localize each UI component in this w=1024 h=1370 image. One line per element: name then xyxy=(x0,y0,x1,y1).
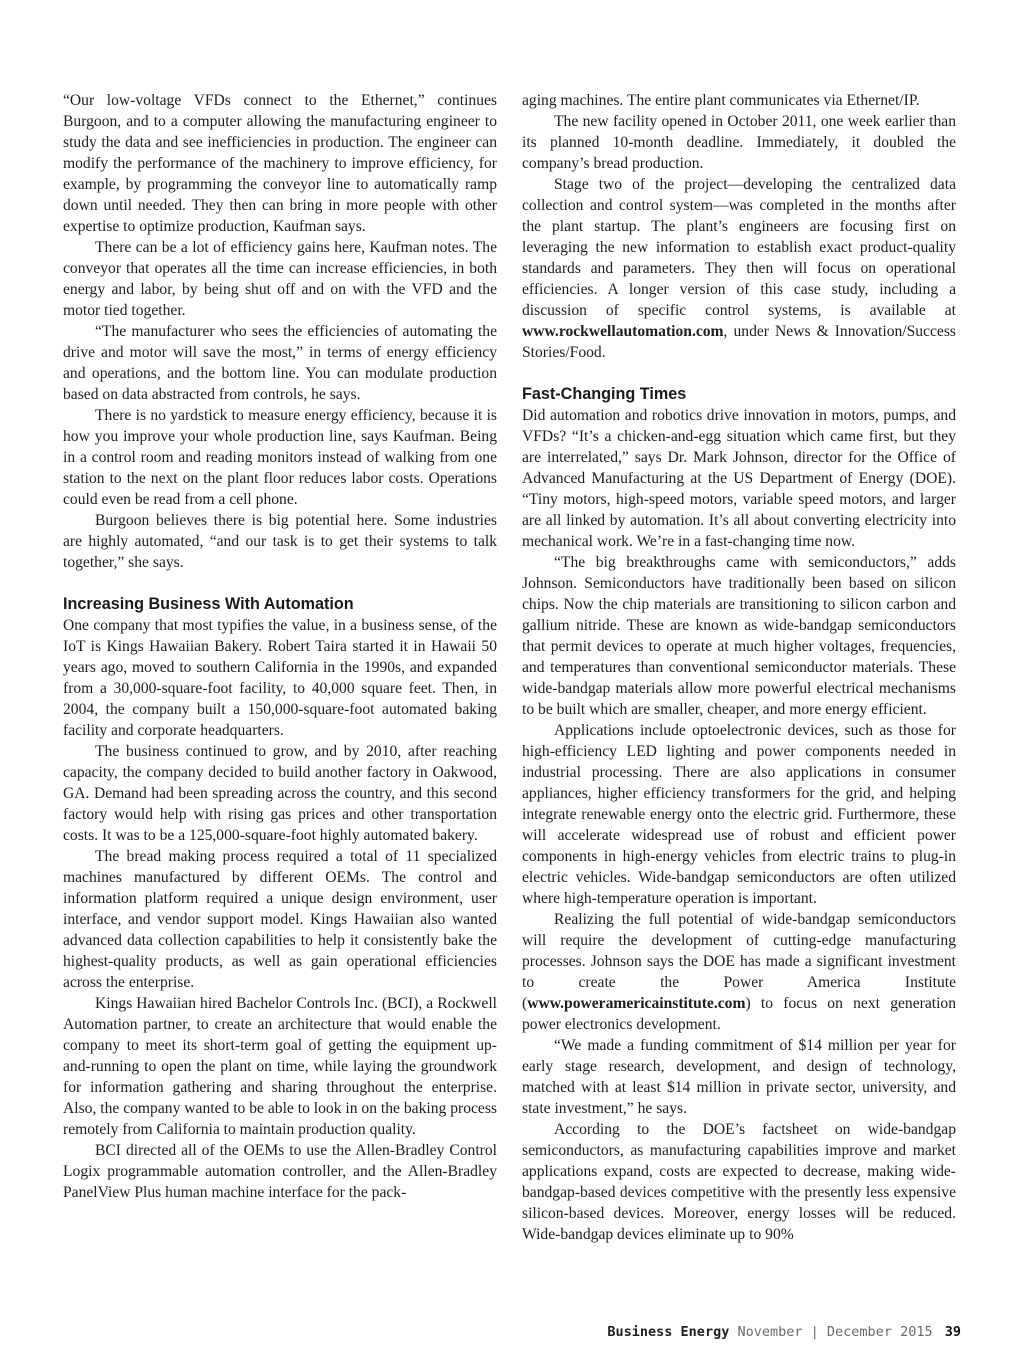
paragraph: Applications include optoelectronic devices, such as those for high-efficiency LED lighting and power components needed in industrial processing. There are also applications in consumer appliances, higher efficiency transformers for the grid, and helping integrate renewable energy onto the electric grid. Furthermore, these will accelerate widespread use of robust and efficient power components in high-energy vehicles from electric trains to plug-in electric vehicles. Wide-bandgap semiconductors are often utilized where high-temperature operation is important. xyxy=(522,722,956,907)
paragraph: The new facility opened in October 2011, one week earlier than its planned 10-month deadline. Immediately, it doubled the company’s bread production. xyxy=(522,113,956,172)
paragraph: According to the DOE’s factsheet on wide-bandgap semiconductors, as manufacturing capabilities improve and market applications expand, costs are expected to decrease, making wide-bandgap-based devices competitive with the presently less expensive silicon-based devices. Moreover, energy losses will be reduced. Wide-bandgap devices eliminate up to 90% xyxy=(522,1121,956,1243)
paragraph: There can be a lot of efficiency gains here, Kaufman notes. The conveyor that operates all the time can increase efficiencies, in both energy and labor, by being shut off and on with the VFD and the motor tied together. xyxy=(63,239,497,319)
paragraph: One company that most typifies the value, in a business sense, of the IoT is Kings Hawaiian Bakery. Robert Taira started it in Hawaii 50 years ago, moved to southern California in the 1990s, and expanded from a 30,000-square-foot facility, to 40,000 square feet. Then, in 2004, the company built a 150,000-square-foot automated baking facility and corporate headquarters. xyxy=(63,617,497,739)
paragraph: There is no yardstick to measure energy efficiency, because it is how you improve your whole production line, says Kaufman. Being in a control room and reading monitors instead of walking from one station to the next on the plant floor reduces labor costs. Operations could even be read from a cell phone. xyxy=(63,407,497,508)
left-column xyxy=(63,90,497,1203)
paragraph-text: Realizing the full potential of wide-bandgap semiconductors will require the development of cutting-edge manufacturing processes. Johnson says the DOE has made a significant investment to create the Power America Institute ( xyxy=(522,911,956,1012)
footer-separator: | xyxy=(810,1324,819,1340)
section-heading: Increasing Business With Automation xyxy=(63,595,354,613)
publication-name: Business Energy xyxy=(607,1324,730,1340)
paragraph-text: Stage two of the project—developing the centralized data collection and control system—was completed in the months after the plant startup. The plant’s engineers are focusing first on leveraging the new information to establish exact product-quality standards and parameters. They then will focus on operational efficiencies. A longer version of this case study, including a discussion of specific control systems, is available at xyxy=(522,176,956,319)
poweramerica-link[interactable]: www.poweramericainstitute.com xyxy=(527,995,746,1012)
paragraph: Burgoon believes there is big potential here. Some industries are highly automated, “and our task is to get their systems to talk together,” she says. xyxy=(63,512,497,571)
paragraph xyxy=(522,909,956,1035)
paragraph: “The big breakthroughs came with semiconductors,” adds Johnson. Semiconductors have traditionally been based on silicon chips. Now the chip materials are transitioning to silicon carbon and gallium nitride. These are known as wide-bandgap semiconductors that permit devices to operate at much higher voltages, frequencies, and temperatures than conventional semiconductor materials. These wide-bandgap materials allow more powerful electrical mechanisms to be built which are smaller, cheaper, and more energy efficient. xyxy=(522,554,956,718)
page-number: 39 xyxy=(944,1324,961,1340)
section-heading: Fast-Changing Times xyxy=(522,385,687,403)
paragraph: aging machines. The entire plant communicates via Ethernet/IP. xyxy=(522,92,920,109)
rockwell-link[interactable]: www.rockwellautomation.com xyxy=(522,323,724,340)
paragraph: “The manufacturer who sees the efficiencies of automating the drive and motor will save the most,” in terms of energy efficiency and operations, and the bottom line. You can modulate production based on data abstracted from controls, he says. xyxy=(63,323,497,403)
paragraph: “We made a funding commitment of $14 million per year for early stage research, development, and design of technology, matched with at least $14 million in private sector, university, and state investment,” he says. xyxy=(522,1037,956,1117)
paragraph: Kings Hawaiian hired Bachelor Controls Inc. (BCI), a Rockwell Automation partner, to create an architecture that would enable the company to meet its short-term goal of getting the equipment up-and-running to open the plant on time, while laying the groundwork for information gathering and sharing throughout the enterprise. Also, the company wanted to be able to look in on the baking process remotely from California to maintain production quality. xyxy=(63,995,497,1138)
paragraph xyxy=(522,174,956,363)
issue-month: November xyxy=(737,1324,803,1340)
paragraph-text: ) to focus on next generation power electronics development. xyxy=(522,995,956,1033)
issue-date: December 2015 xyxy=(826,1324,933,1340)
paragraph: “Our low-voltage VFDs connect to the Ethernet,” continues Burgoon, and to a computer allowing the manufacturing engineer to study the data and see inefficiencies in production. The engineer can modify the performance of the machinery to improve efficiency, for example, by programming the conveyor line to automatically ramp down until needed. They then can bring in more people with other expertise to optimize production, Kaufman says. xyxy=(63,92,497,235)
paragraph: Did automation and robotics drive innovation in motors, pumps, and VFDs? “It’s a chicken-and-egg situation which came first, but they are interrelated,” says Dr. Mark Johnson, director for the Office of Advanced Manufacturing at the US Department of Energy (DOE). “Tiny motors, high-speed motors, variable speed motors, and larger are all linked by automation. It’s all about converting electricity into mechanical work. We’re in a fast-changing time now. xyxy=(522,407,956,550)
paragraph: BCI directed all of the OEMs to use the Allen-Bradley Control Logix programmable automation controller, and the Allen-Bradley PanelView Plus human machine interface for the pack- xyxy=(63,1142,497,1201)
page-footer xyxy=(520,1323,961,1341)
right-column xyxy=(522,90,956,1245)
paragraph: The bread making process required a total of 11 specialized machines manufactured by different OEMs. The control and information platform required a unique design environment, user interface, and vendor support model. Kings Hawaiian also wanted advanced data collection capabilities to help it consistently bake the highest-quality products, as well as gain operational efficiencies across the enterprise. xyxy=(63,848,497,991)
paragraph: The business continued to grow, and by 2010, after reaching capacity, the company decided to build another factory in Oakwood, GA. Demand had been spreading across the country, and this second factory would help with rising gas prices and other transportation costs. It was to be a 125,000-square-foot highly automated bakery. xyxy=(63,743,497,844)
paragraph-text: , under News & Innovation/Success Stories/Food. xyxy=(522,323,956,361)
